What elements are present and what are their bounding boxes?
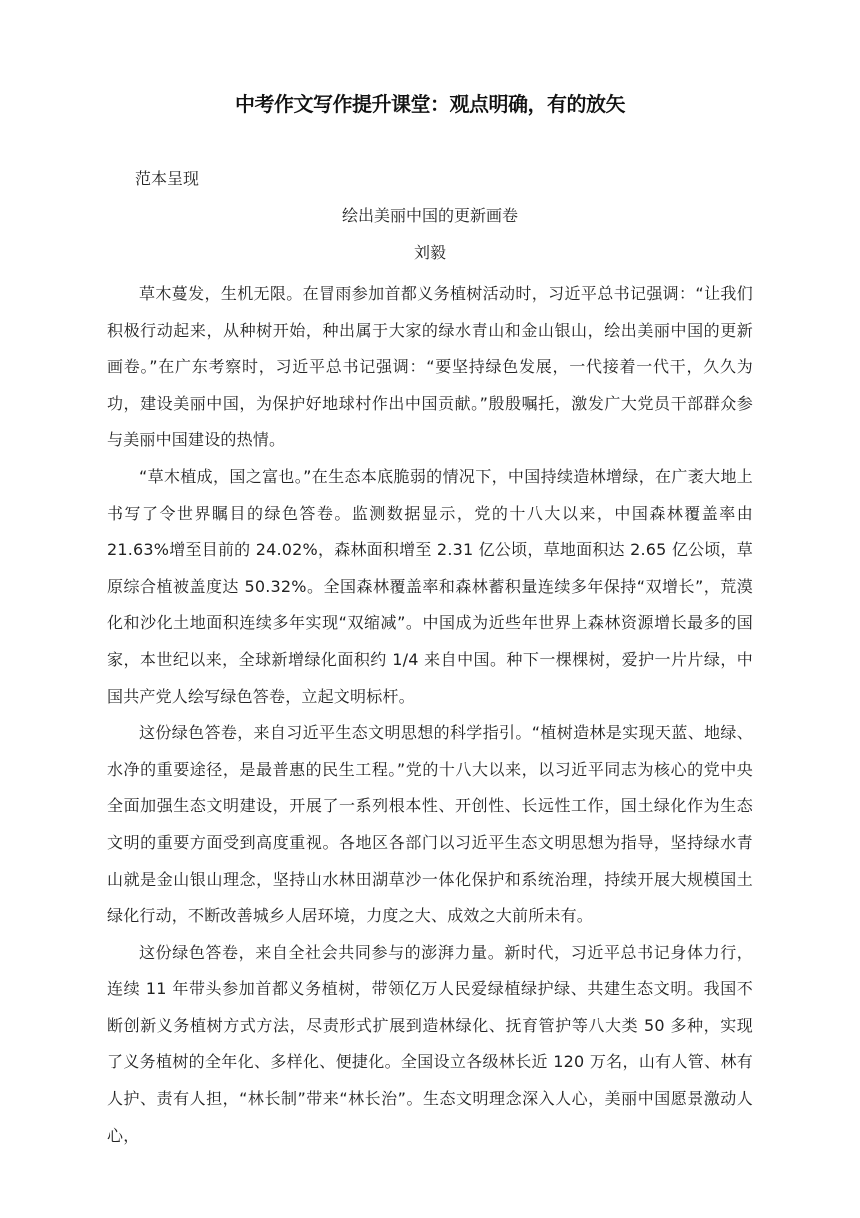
document-title: 中考作文写作提升课堂：观点明确，有的放矢 <box>235 92 625 116</box>
essay-title: 绘出美丽中国的更新画卷 <box>341 206 518 225</box>
paragraph-2: “草木植成，国之富也。”在生态本底脆弱的情况下，中国持续造林增绿，在广袤大地上书写了令世界瞩目的绿色答卷。监测数据显示，党的十八大以来，中国森林覆盖率由21.63%增至目前的 24.02%，森林面积增至 2.31 亿公顷，草地面积达 2.65 亿公顷，草原综合植被盖度达 50.32%。全国森林覆盖率和森林蓄积量连续多年保持“双增长”，荒漠化和沙化土地面积连续多年实现“双缩减”。中国成为近些年世界上森林资源增长最多的国家，本世纪以来，全球新增绿化面积约 1/4 来自中国。种下一棵棵树，爱护一片片绿，中国共产党人绘写绿色答卷，立起文明标杆。 <box>107 466 753 706</box>
paragraph-1: 草木蔓发，生机无限。在冒雨参加首都义务植树活动时，习近平总书记强调：“让我们积极行动起来，从种树开始，种出属于大家的绿水青山和金山银山，绘出美丽中国的更新画卷。”在广东考察时，习近平总书记强调：“要坚持绿色发展，一代接着一代干，久久为功，建设美丽中国，为保护好地球村作出中国贡献。”殷殷嘱托，激发广大党员干部群众参与美丽中国建设的热情。 <box>107 284 753 450</box>
paragraph-3: 这份绿色答卷，来自习近平生态文明思想的科学指引。“植树造林是实现天蓝、地绿、水净的重要途径，是最普惠的民生工程。”党的十八大以来，以习近平同志为核心的党中央全面加强生态文明建设，开展了一系列根本性、开创性、长远性工作，国土绿化作为生态文明的重要方面受到高度重视。各地区各部门以习近平生态文明思想为指导，坚持绿水青山就是金山银山理念，坚持山水林田湖草沙一体化保护和系统治理，持续开展大规模国土绿化行动，不断改善城乡人居环境，力度之大、成效之大前所未有。 <box>107 723 753 926</box>
paragraph-4: 这份绿色答卷，来自全社会共同参与的澎湃力量。新时代，习近平总书记身体力行，连续 11 年带头参加首都义务植树，带领亿万人民爱绿植绿护绿、共建生态文明。我国不断创新义务植树方式方法，尽责形式扩展到造林绿化、抚育管护等八大类 50 多种，实现了义务植树的全年化、多样化、便捷化。全国设立各级林长近 120 万名，山有人管、林有人护、责有人担，“林长制”带来“林长治”。生态文明理念深入人心，美丽中国愿景激动人心， <box>107 942 753 1145</box>
section-label: 范本呈现 <box>135 169 200 188</box>
essay-body <box>107 276 753 1154</box>
essay-author: 刘毅 <box>413 243 446 262</box>
